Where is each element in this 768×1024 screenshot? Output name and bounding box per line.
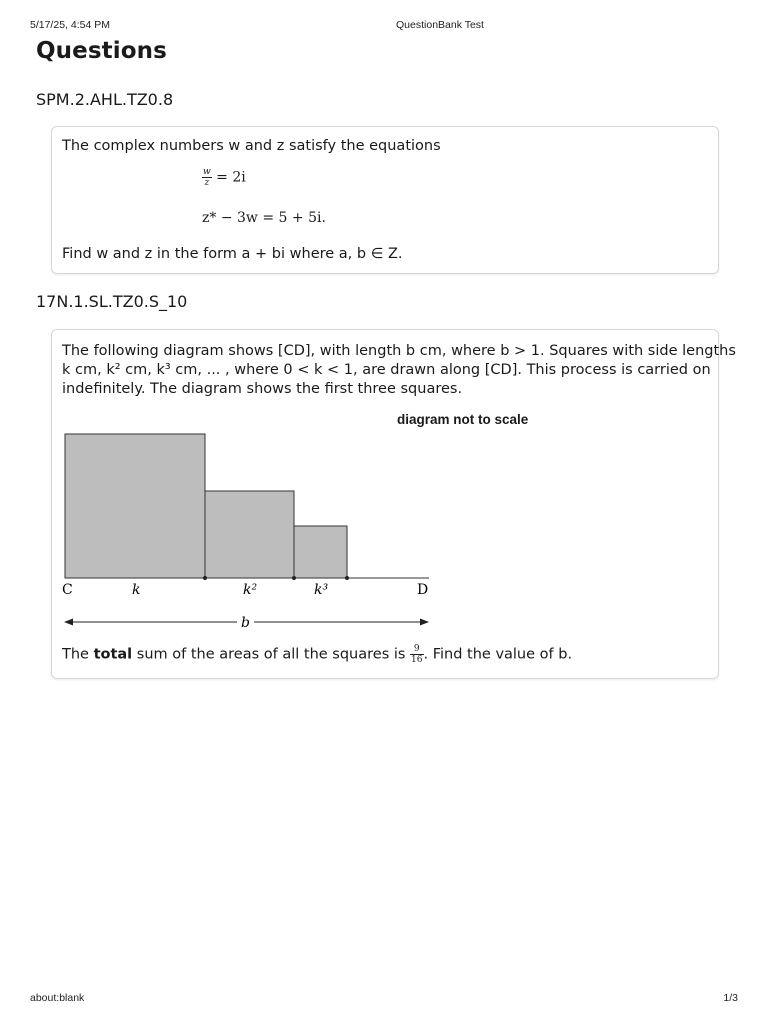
question-line-2: k cm, k² cm, k³ cm, ... , where 0 < k < 1, are drawn along [CD]. This process is carried on [62, 362, 711, 378]
square-k3 [294, 526, 347, 578]
page-title: Questions [36, 38, 167, 64]
point-1 [203, 576, 207, 580]
question-id: SPM.2.AHL.TZ0.8 [36, 90, 174, 109]
label-k2: k² [243, 582, 258, 598]
question-intro: The complex numbers w and z satisfy the equations [62, 138, 441, 154]
equation-1-rhs: = 2i [216, 169, 246, 186]
print-title: QuestionBank Test [396, 19, 484, 31]
label-c: C [62, 582, 73, 598]
point-2 [292, 576, 296, 580]
question-card [51, 126, 719, 274]
equation-1 [202, 167, 246, 188]
arrowhead-right [420, 619, 429, 626]
question-id: 17N.1.SL.TZ0.S_10 [36, 292, 188, 311]
print-page-number: 1/3 [723, 992, 738, 1004]
diagram-note: diagram not to scale [397, 412, 529, 427]
label-b: b [241, 615, 250, 631]
print-header [0, 19, 768, 33]
question-final: The total sum of the areas of all the squares is $\frac{9}{16}$ . Find the value of b. [62, 644, 573, 665]
question-line-1: The following diagram shows [CD], with length b cm, where b > 1. Squares with side lengths [62, 343, 736, 359]
square-k2 [205, 491, 294, 578]
question-card [51, 329, 736, 679]
label-d: D [417, 582, 429, 598]
square-k [65, 434, 205, 578]
squares-diagram [52, 330, 718, 678]
point-3 [345, 576, 349, 580]
arrowhead-left [64, 619, 73, 626]
question-line-3: indefinitely. The diagram shows the first three squares. [62, 381, 463, 397]
print-url: about:blank [30, 992, 85, 1004]
fraction-w-over-z: $\frac{w}{z}$ [203, 167, 211, 188]
label-k3: k³ [314, 582, 329, 598]
print-datetime: 5/17/25, 4:54 PM [30, 19, 110, 31]
question-find: Find w and z in the form a + bi where a, b ∈ Z. [62, 246, 403, 262]
label-k: k [132, 582, 141, 598]
fraction-9-16: $\frac{9}{16}$ [411, 644, 423, 665]
equation-2: z* − 3w = 5 + 5i. [202, 210, 326, 226]
